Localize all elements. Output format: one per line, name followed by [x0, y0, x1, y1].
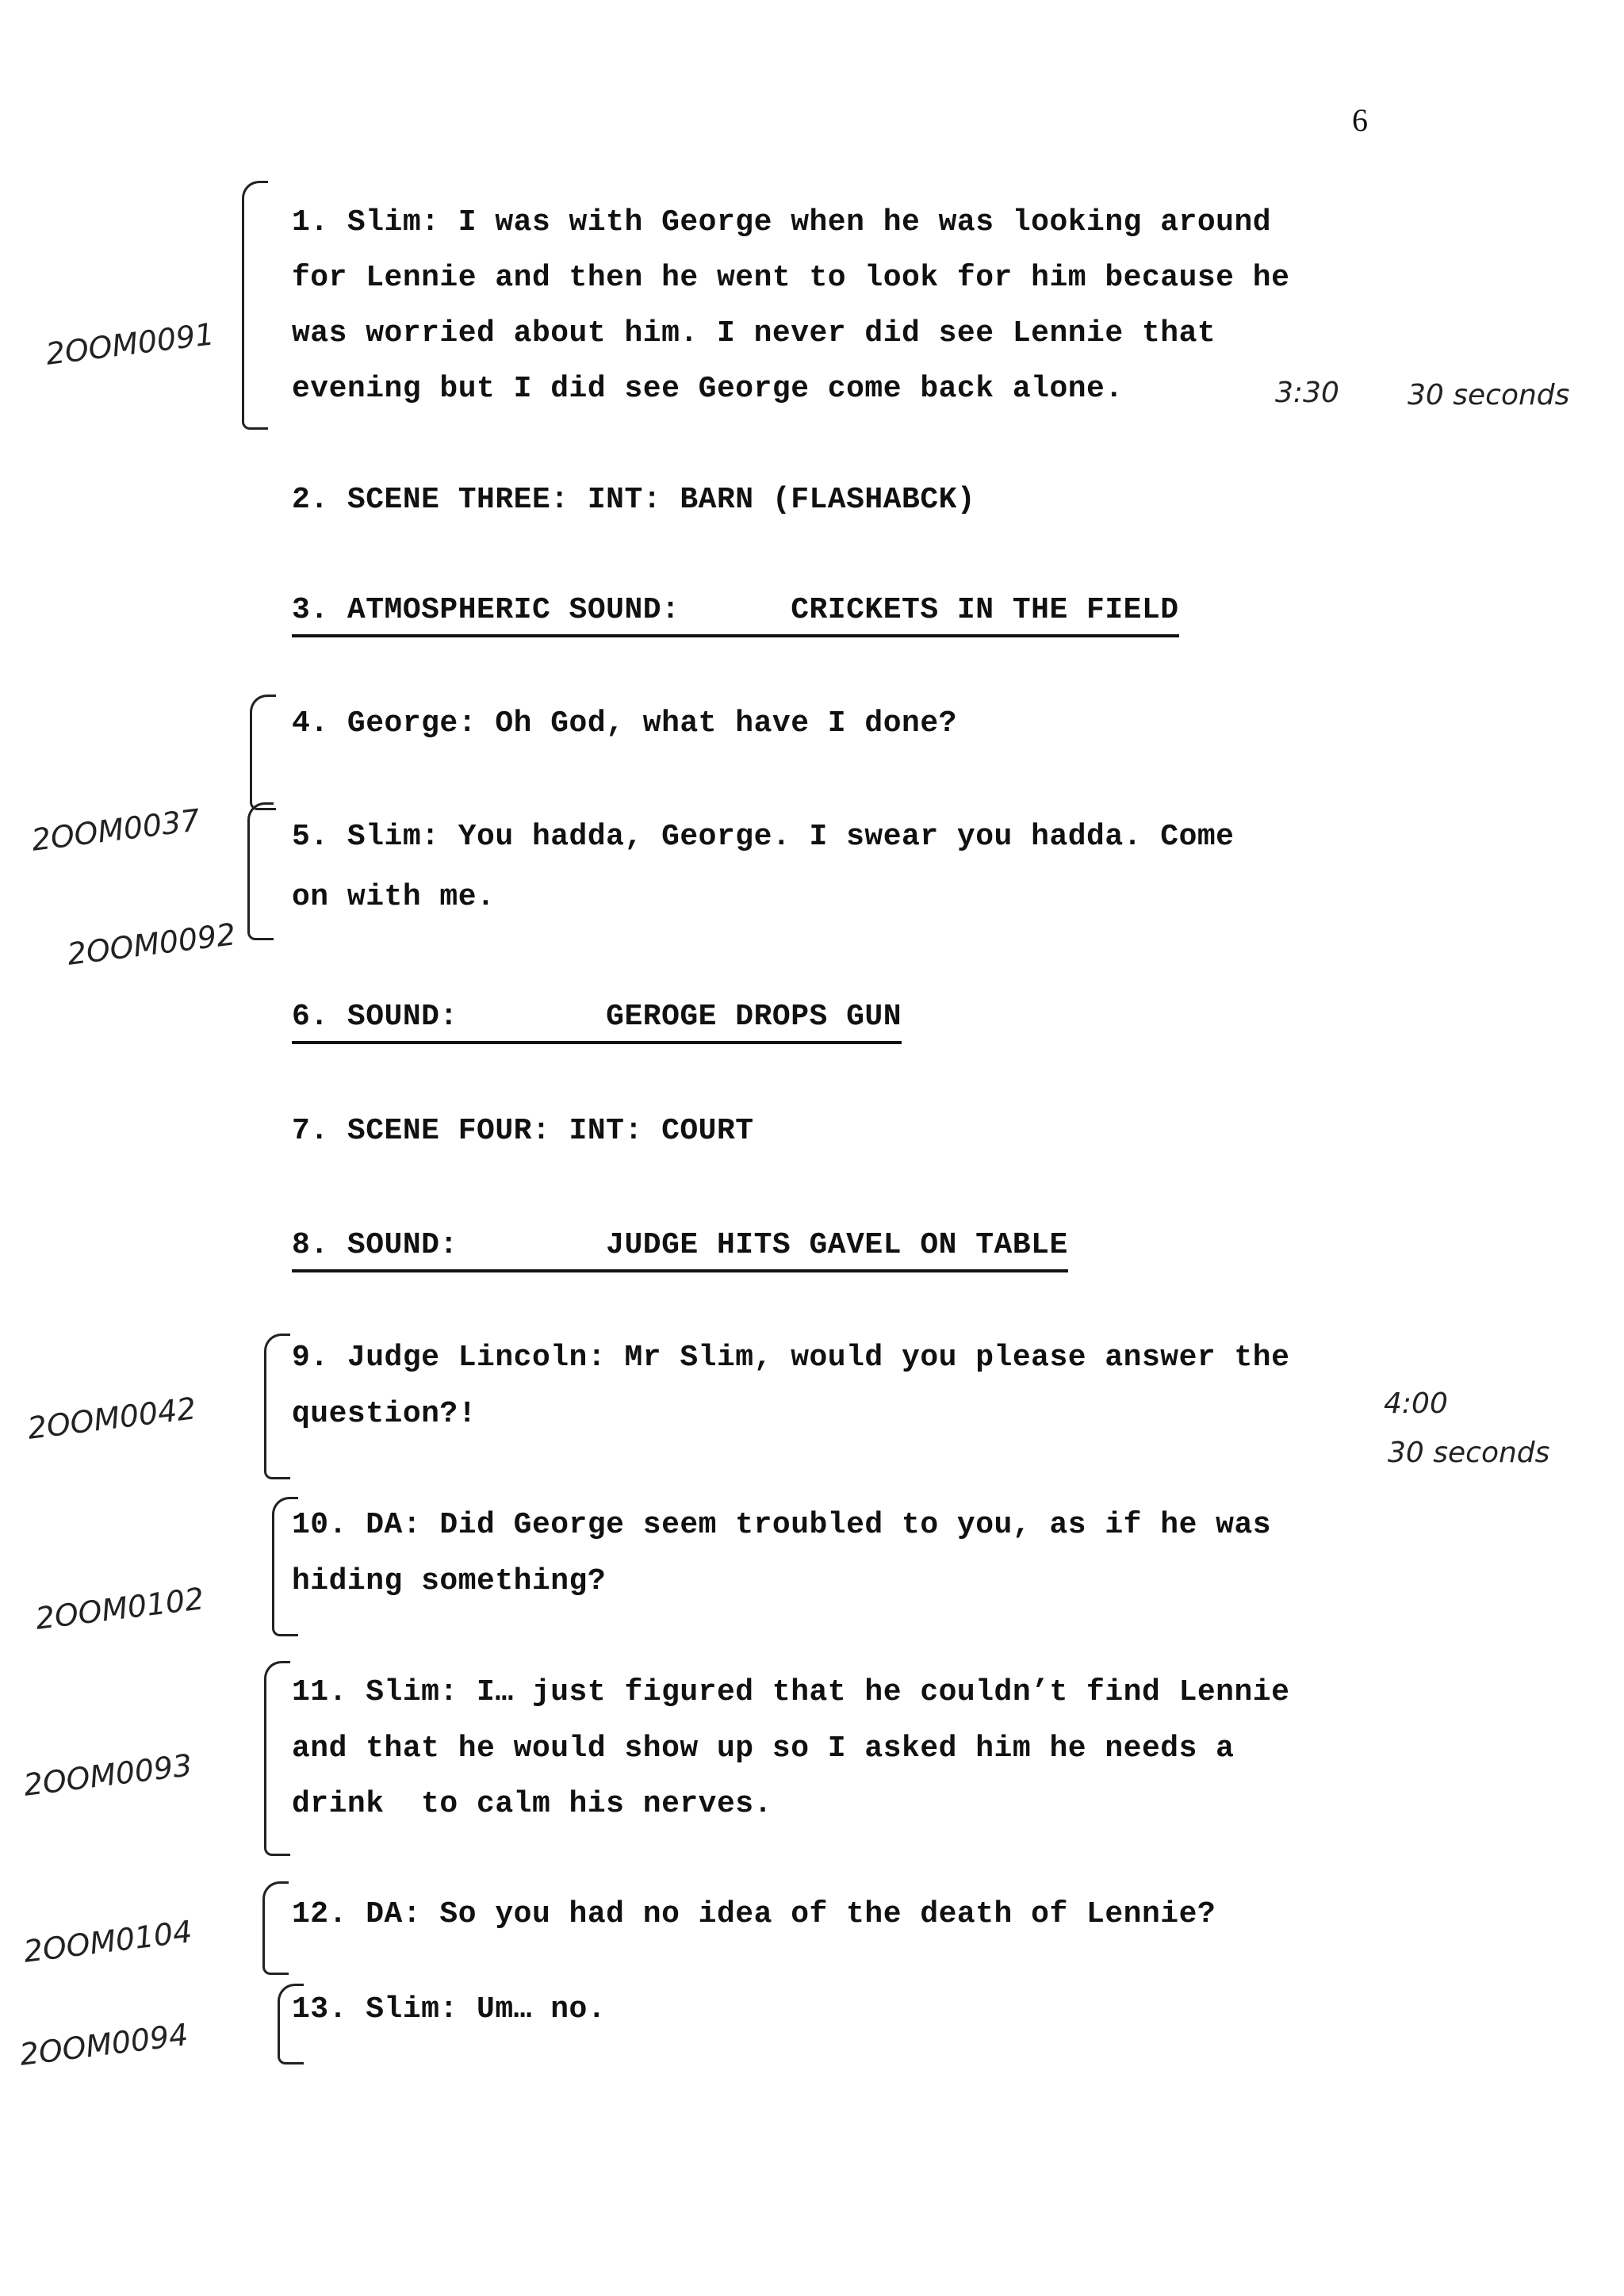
page-number: 6 — [1352, 102, 1368, 138]
bracket-mark — [250, 695, 276, 810]
handwritten-time: 4:00 — [1384, 1387, 1448, 1420]
script-line-12: 12. DA: So you had no idea of the death of Lennie? — [292, 1897, 1216, 1931]
script-line-7: 7. SCENE FOUR: INT: COURT — [292, 1114, 754, 1148]
script-line-1: was worried about him. I never did see Lennie that — [292, 316, 1216, 350]
bracket-mark — [247, 802, 274, 940]
script-line-1: evening but I did see George come back alone. — [292, 372, 1124, 406]
handwritten-code: 2OOM0102 — [33, 1581, 206, 1636]
script-line-1: for Lennie and then he went to look for him because he — [292, 261, 1290, 295]
handwritten-code: 2OOM0037 — [29, 802, 202, 858]
bracket-mark — [242, 181, 268, 430]
handwritten-code: 2OOM0042 — [25, 1391, 198, 1446]
bracket-mark — [262, 1881, 289, 1975]
handwritten-code: 2OOM0091 — [44, 316, 216, 372]
handwritten-code: 2OOM0104 — [21, 1914, 194, 1969]
script-line-13: 13. Slim: Um… no. — [292, 1992, 607, 2026]
script-line-5: on with me. — [292, 880, 496, 914]
script-line-6-heading: 6. SOUND: GEROGE DROPS GUN — [292, 993, 902, 1044]
handwritten-code: 2OOM0094 — [17, 2017, 190, 2072]
bracket-mark — [278, 1984, 304, 2064]
script-line-10: 10. DA: Did George seem troubled to you, as if he was — [292, 1508, 1272, 1542]
handwritten-code: 2OOM0093 — [21, 1747, 194, 1803]
script-line-2: 2. SCENE THREE: INT: BARN (FLASHABCK) — [292, 483, 976, 517]
script-line-11: and that he would show up so I asked him he needs a — [292, 1732, 1235, 1766]
bracket-mark — [272, 1497, 298, 1636]
handwritten-duration: 30 seconds — [1388, 1437, 1550, 1469]
handwritten-time: 3:30 — [1275, 377, 1339, 409]
script-line-11: drink to calm his nerves. — [292, 1787, 772, 1821]
script-line-8-heading: 8. SOUND: JUDGE HITS GAVEL ON TABLE — [292, 1222, 1068, 1272]
script-line-9: 9. Judge Lincoln: Mr Slim, would you please answer the — [292, 1341, 1290, 1375]
bracket-mark — [264, 1334, 290, 1479]
script-line-3-heading: 3. ATMOSPHERIC SOUND: CRICKETS IN THE FIELD — [292, 587, 1179, 637]
script-line-4: 4. George: Oh God, what have I done? — [292, 706, 957, 740]
script-line-1: 1. Slim: I was with George when he was looking around — [292, 205, 1272, 239]
script-line-9: question?! — [292, 1397, 477, 1431]
handwritten-duration: 30 seconds — [1408, 379, 1570, 411]
handwritten-code: 2OOM0092 — [65, 916, 238, 972]
script-line-10: hiding something? — [292, 1564, 607, 1598]
bracket-mark — [264, 1661, 290, 1856]
script-line-5: 5. Slim: You hadda, George. I swear you hadda. Come — [292, 820, 1235, 854]
script-line-11: 11. Slim: I… just figured that he couldn’t find Lennie — [292, 1675, 1290, 1709]
